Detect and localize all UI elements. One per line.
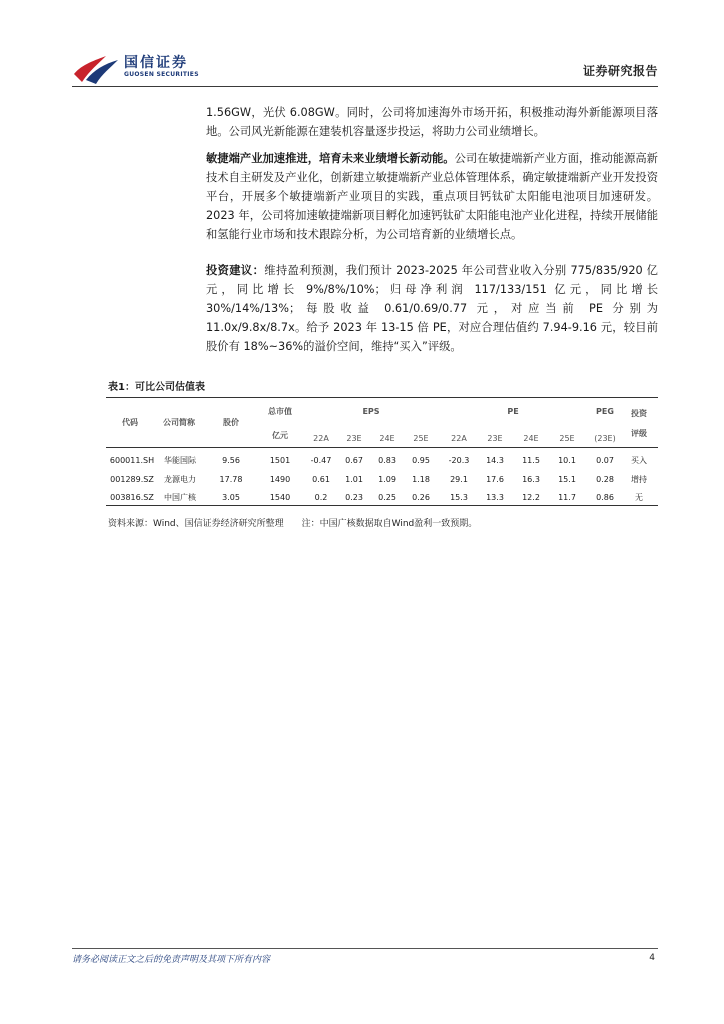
paragraph-new-industry-body: 公司在敏捷端新产业方面，推动能源高新技术自主研发及产业化，创新建立敏捷端新产业总体管理体系，确定敏捷端新产业开发投资平台，开展多个敏捷端新产业项目的实践，重点项目钙钛矿太阳能电池项目加速研发。2023 年，公司将加速敏捷端新项目孵化加速钙钛矿太阳能电池产业化进程，持续开展储能和氢能行业市场和技术跟踪分析，为公司培育新的业绩增长点。 [206, 152, 658, 241]
header-code: 代码 [122, 418, 138, 427]
logo-text-en: GUOSEN SECURITIES [124, 71, 199, 78]
header-name: 公司简称 [163, 418, 195, 427]
paragraph-new-industry [206, 149, 658, 244]
footer-disclaimer: 请务必阅读正文之后的免责声明及其项下所有内容 [72, 955, 271, 965]
page-header [72, 50, 658, 86]
row-2-eps-25e: 1.18 [412, 475, 430, 484]
header-eps: EPS [362, 407, 380, 416]
row-1-code: 600011.SH [109, 456, 155, 465]
row-2-pe-25e: 15.1 [558, 475, 576, 484]
guosen-logo-icon [72, 50, 120, 86]
row-3-eps-24e: 0.25 [378, 493, 396, 502]
comparable-valuation-table [106, 397, 658, 509]
row-1-peg: 0.07 [596, 456, 614, 465]
row-1-pe-23e: 14.3 [486, 456, 504, 465]
row-1-pe-22a: -20.3 [448, 456, 470, 465]
logo-text-cn: 国信证券 [124, 55, 188, 71]
row-2-rating: 增持 [631, 475, 647, 484]
row-1-mktcap: 1501 [269, 456, 291, 465]
header-mktcap: 总市值 [268, 407, 292, 416]
header-price: 股价 [223, 418, 239, 427]
header-pe-25e: 25E [559, 434, 575, 443]
header-peg: PEG [596, 407, 614, 416]
row-3-rating: 无 [635, 493, 643, 502]
row-3-pe-25e: 11.7 [558, 493, 576, 502]
row-1-pe-25e: 10.1 [558, 456, 576, 465]
header-rating-line2: 评级 [631, 429, 647, 438]
header-pe-23e: 23E [487, 434, 503, 443]
header-peg-year: (23E) [594, 434, 616, 443]
page-number: 4 [649, 953, 655, 963]
header-rating: 投资 [631, 409, 647, 418]
row-3-mktcap: 1540 [269, 493, 291, 502]
paragraph-overseas [206, 103, 658, 141]
header-mktcap-unit: 亿元 [272, 431, 288, 440]
row-1-name: 华能国际 [164, 456, 196, 465]
header-eps-25e: 25E [413, 434, 429, 443]
header-pe-24e: 24E [523, 434, 539, 443]
source-text: 资料来源：Wind、国信证券经济研究所整理 [108, 519, 284, 529]
row-3-peg: 0.86 [596, 493, 614, 502]
row-1-eps-25e: 0.95 [412, 456, 430, 465]
table-bottom-rule [106, 505, 658, 506]
row-2-pe-22a: 29.1 [450, 475, 468, 484]
paragraph-overseas-text: 1.56GW，光伏 6.08GW。同时，公司将加速海外市场开拓，积极推动海外新能源项目落地。公司风光新能源在建装机容量逐步投运，将助力公司业绩增长。 [206, 106, 658, 138]
row-2-name: 龙源电力 [164, 475, 196, 484]
table-header-rule [106, 447, 658, 448]
header-eps-22a: 22A [313, 434, 329, 443]
paragraph-investment-advice-lead: 投资建议： [206, 264, 265, 277]
report-type-label: 证券研究报告 [582, 64, 658, 78]
paragraph-investment-advice-body: 维持盈利预测，我们预计 2023-2025 年公司营业收入分别 775/835/920 亿元，同比增长 9%/8%/10%；归母净利润 117/133/151 亿元，同比增长 30%/14%/13%；每股收益 0.61/0.69/0.77 元，对应当前 PE 分别为 11.0x/9.8x/8.7x。给予 2023 年 13-15 倍 PE，对应合理估值约 7.94-9.16 元，较目前股价有 18%~36%的溢价空间，维持“买入”评级。 [206, 264, 658, 353]
table-top-rule [106, 397, 658, 398]
paragraph-new-industry-lead: 敏捷端产业加速推进，培育未来业绩增长新动能。 [206, 152, 455, 165]
header-divider [72, 86, 658, 87]
row-2-pe-24e: 16.3 [522, 475, 540, 484]
row-2-price: 17.78 [219, 475, 243, 484]
row-3-price: 3.05 [222, 493, 240, 502]
row-3-eps-25e: 0.26 [412, 493, 430, 502]
source-note: 注：中国广核数据取自Wind盈利一致预期。 [301, 519, 478, 529]
row-3-pe-23e: 13.3 [486, 493, 504, 502]
row-2-eps-23e: 1.01 [345, 475, 363, 484]
row-3-pe-22a: 15.3 [450, 493, 468, 502]
row-1-eps-22a: -0.47 [310, 456, 332, 465]
row-2-code: 001289.SZ [110, 475, 154, 484]
row-2-peg: 0.28 [596, 475, 614, 484]
row-3-pe-24e: 12.2 [522, 493, 540, 502]
header-pe-22a: 22A [451, 434, 467, 443]
header-eps-24e: 24E [379, 434, 395, 443]
row-2-eps-22a: 0.61 [312, 475, 330, 484]
table-source [108, 516, 477, 529]
row-2-pe-23e: 17.6 [486, 475, 504, 484]
row-3-eps-23e: 0.23 [345, 493, 363, 502]
guosen-logo [72, 50, 212, 86]
row-3-name: 中国广核 [164, 493, 196, 502]
header-pe: PE [507, 407, 519, 416]
row-2-mktcap: 1490 [269, 475, 291, 484]
row-1-eps-23e: 0.67 [345, 456, 363, 465]
footer-divider [72, 948, 658, 949]
table-title: 表1：可比公司估值表 [108, 382, 205, 393]
row-1-price: 9.56 [222, 456, 240, 465]
row-3-eps-22a: 0.2 [314, 493, 328, 502]
row-1-eps-24e: 0.83 [378, 456, 396, 465]
row-3-code: 003816.SZ [110, 493, 154, 502]
row-1-rating: 买入 [631, 456, 647, 465]
row-1-pe-24e: 11.5 [522, 456, 540, 465]
row-2-eps-24e: 1.09 [378, 475, 396, 484]
header-eps-23e: 23E [346, 434, 362, 443]
paragraph-investment-advice [206, 261, 658, 356]
